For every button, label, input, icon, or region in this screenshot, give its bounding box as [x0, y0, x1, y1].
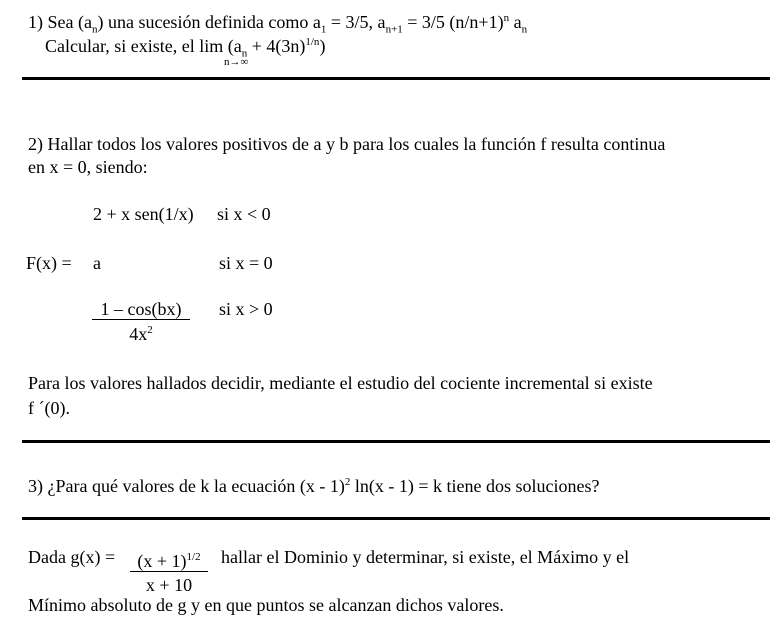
problem-2-para-2: f ´(0). [28, 398, 70, 418]
fraction-denominator: x + 10 [145, 575, 193, 595]
g-fraction [130, 547, 208, 595]
subscript: n+1 [385, 23, 403, 36]
text: = 3/5, a [326, 12, 386, 32]
divider [22, 77, 770, 80]
text: ) una sucesión definida como a [97, 12, 321, 32]
case-3-fraction [92, 299, 190, 344]
text: Calcular, si existe, el [45, 36, 200, 56]
case-2-condition: si x = 0 [219, 253, 273, 273]
fraction-denominator [92, 320, 190, 344]
text: ln(x - 1) = k tiene dos soluciones? [350, 476, 600, 496]
text: a [509, 12, 522, 32]
problem-2-intro-1: 2) Hallar todos los valores positivos de a y b para los cuales la función f resulta continua [28, 134, 666, 154]
fraction-numerator [130, 547, 208, 572]
problem-4-line-2: Mínimo absoluto de g y en que puntos se alcanzan dichos valores. [28, 595, 504, 615]
subscript: 1 [320, 23, 327, 36]
subscript: n [91, 23, 98, 36]
text: + 4(3n) [247, 36, 306, 56]
case-1-condition: si x < 0 [217, 204, 271, 224]
divider [22, 440, 770, 443]
limit-subscript: n→∞ [224, 56, 249, 68]
subscript: n [521, 23, 528, 36]
text: = 3/5 (n/n+1) [402, 12, 504, 32]
divider [22, 517, 770, 520]
problem-1-line-2 [45, 32, 325, 64]
superscript: 2 [344, 476, 351, 488]
superscript: 2 [147, 324, 153, 336]
problem-2-intro-2: en x = 0, siendo: [28, 157, 148, 177]
text: 1) Sea (a [28, 12, 92, 32]
text: ) [319, 36, 326, 56]
subscript: n [241, 47, 248, 60]
problem-3 [28, 472, 599, 496]
case-3-condition: si x > 0 [219, 299, 273, 319]
case-2-expression: a [93, 253, 101, 273]
superscript: 1/n [305, 36, 320, 48]
text: (a [223, 36, 242, 56]
limit-operator: lim [199, 36, 224, 56]
problem-4-lead: Dada g(x) = [28, 547, 116, 567]
text: (x + 1) [137, 551, 187, 571]
function-label: F(x) = [26, 253, 72, 273]
text: 3) ¿Para qué valores de k la ecuación (x - 1) [28, 476, 345, 496]
problem-4-text: hallar el Dominio y determinar, si existe, el Máximo y el [221, 547, 630, 567]
fraction-numerator: 1 – cos(bx) [92, 299, 190, 320]
superscript: 1/2 [186, 551, 201, 563]
text: 4x [129, 324, 148, 344]
case-1-expression: 2 + x sen(1/x) [93, 204, 194, 224]
superscript: n [503, 12, 510, 24]
problem-2-para-1: Para los valores hallados decidir, mediante el estudio del cociente incremental si existe [28, 373, 653, 393]
